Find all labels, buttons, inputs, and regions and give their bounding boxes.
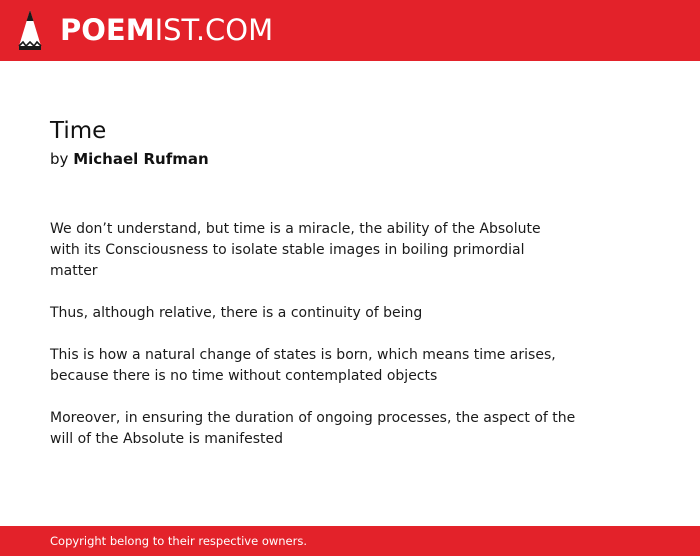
pencil-icon (17, 8, 43, 53)
site-header (0, 0, 700, 61)
poem-stanza (50, 408, 580, 450)
site-logo[interactable] (17, 8, 273, 53)
site-footer (0, 526, 700, 556)
poem-stanza (50, 345, 580, 387)
poem-line: will of the Absolute is manifested (50, 431, 284, 447)
site-name-bold: POEM (60, 13, 155, 47)
poem-line: We don’t understand, but time is a miracle, the ability of the Absolute (50, 221, 541, 237)
poem-title: Time (50, 118, 107, 144)
site-name (60, 8, 273, 53)
poem-stanza (50, 219, 580, 282)
poem-line: Moreover, in ensuring the duration of ongoing processes, the aspect of the (50, 410, 576, 426)
site-name-light: IST.COM (154, 13, 274, 47)
author-name[interactable]: Michael Rufman (73, 150, 209, 168)
poem-line: Thus, although relative, there is a continuity of being (50, 305, 423, 321)
poem-line: because there is no time without contemplated objects (50, 368, 438, 384)
poem-line: This is how a natural change of states is born, which means time arises, (50, 347, 556, 363)
copyright-text: Copyright belong to their respective owners. (50, 534, 308, 548)
poem-line: matter (50, 263, 98, 279)
byline-prefix: by (50, 150, 69, 168)
poem-body (50, 219, 580, 471)
poem-byline (50, 148, 209, 170)
poem-line: with its Consciousness to isolate stable images in boiling primordial (50, 242, 525, 258)
poem-stanza (50, 303, 580, 324)
